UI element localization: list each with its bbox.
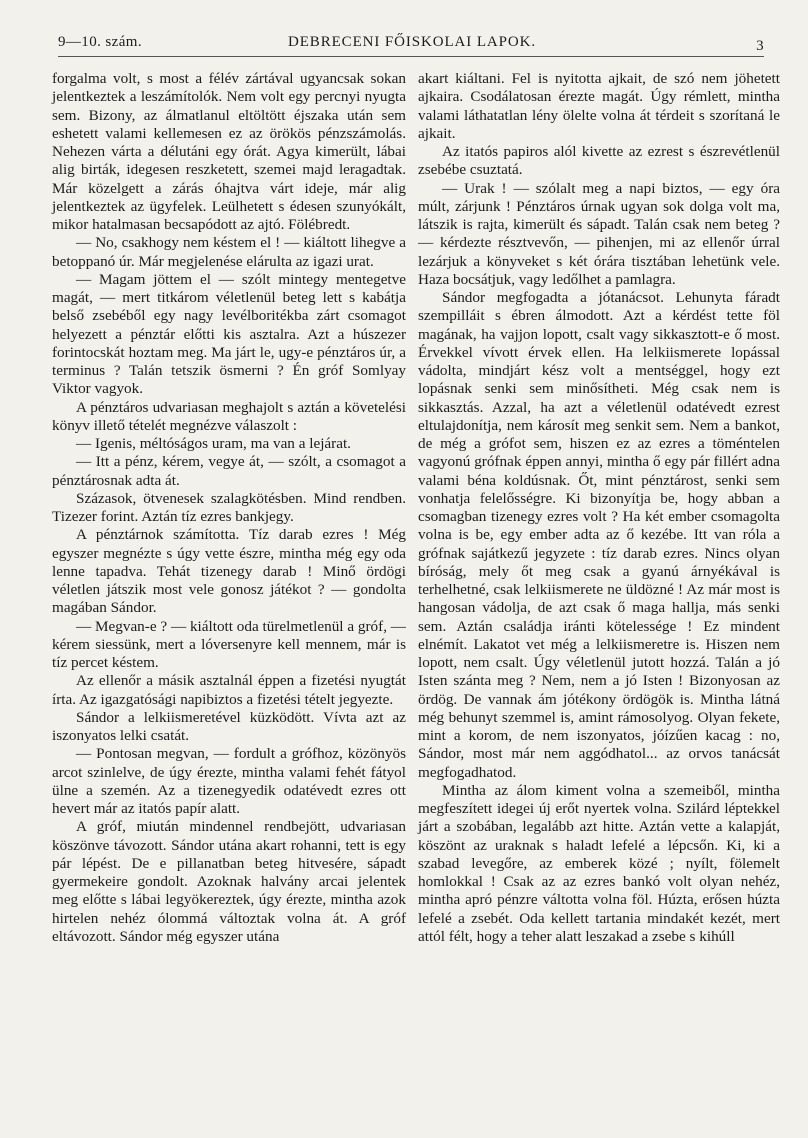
paragraph: — Itt a pénz, kérem, vegye át, — szólt, a csomagot a pénztárosnak adta át. xyxy=(52,453,406,489)
page-number: 3 xyxy=(756,38,764,54)
paragraph: — No, csakhogy nem késtem el ! — kiáltott lihegve a betoppanó úr. Már megjelenése elárulta az igazi urat. xyxy=(52,234,406,270)
paragraph: A pénztárnok számította. Tíz darab ezres ! Még egyszer megnézte s úgy vette észre, mintha még egy oda lenne tapadva. Tehát tizenegy darab ! Minő ördögi véletlen játszik most vele gonosz játékot ? — gondolta magában Sándor. xyxy=(52,526,406,617)
paragraph: — Urak ! — szólalt meg a napi biztos, — egy óra múlt, zárjunk ! Pénztáros úrnak ugyan sok dolga volt ma, látszik is rajta, kimerült és sápadt. Talán csak nem beteg ? — kérdezte résztvevőn, — pihenjen, mi az ellenőr úrral lezárjuk a könyveket s két órára tisztában lehetünk vele. Haza bocsátjuk, vagy ledőlhet a pamlagra. xyxy=(418,179,780,288)
paragraph: forgalma volt, s most a félév zártával ugyancsak sokan jelentkeztek a leszámítolók. Nem volt egy percnyi nyugta sem. Bizony, az álmatlanul eltöltött éjszaka után sem eshetett valami kellemesen ez az örökös pénzszámolás. Nehezen várta a délutáni egy órát. Agya kimerült, lábai alig birták, idegesen reszketett, szemei majd leragadtak. Már közelgett a zárás óhajtva várt ideje, már alig jelentkeztek az ügyfelek. Leülhetett s édesen szunyókált, mikor hatalmasan becsapódott az ajtó. Fölébredt. xyxy=(52,70,406,233)
paragraph: — Megvan-e ? — kiáltott oda türelmetlenül a gróf, — kérem siessünk, mert a lóversenyre kell mennem, már is tíz percet késtem. xyxy=(52,617,406,671)
paragraph: A gróf, miután mindennel rendbejött, udvariasan köszönve távozott. Sándor utána akart rohanni, tett is egy pár lépést. De e pillanatban beteg hitvesére, sápadt gyermekeire gondolt. Azoknak halvány arcai jelentek meg előtte s lábai legyökereztek, úgy érezte, mintha azok hirtelen nehéz ólommá változtak volna át. A gróf eltávozott. Sándor még egyszer utána xyxy=(52,818,406,945)
paragraph: Az ellenőr a másik asztalnál éppen a fizetési nyugtát írta. Az igazgatósági napibiztos a fizetési tételt jegyezte. xyxy=(52,672,406,708)
page-header xyxy=(58,32,764,57)
paragraph: A pénztáros udvariasan meghajolt s aztán a követelési könyv illető tételét megnézve válaszolt : xyxy=(52,398,406,434)
paragraph: — Igenis, méltóságos uram, ma van a lejárat. xyxy=(76,435,351,452)
paragraph: Százasok, ötvenesek szalagkötésben. Mind rendben. Tizezer forint. Aztán tíz ezres bankjegy. xyxy=(52,489,406,525)
paragraph: Mintha az álom kiment volna a szemeiből, mintha megfeszített idegei új erőt nyertek volna. Szilárd léptekkel járt a szobában, legalább azt hitte. Aztán vette a kalapját, köszönt az uraknak s haladt lefelé a lépcsőn. Ki, ki a szabad levegőre, az emberek közé ; nyílt, fölemelt homlokkal ! Csak az az ezres bankó volt olyan nehéz, mintha apró pénzre váltotta volna föl. Húzta, erősen húzta lefelé a zsebét. Oda kellett tartania mindakét kezét, mert attól félt, hogy a teher alatt leszakad a zsebe s kihúll xyxy=(418,781,780,945)
right-column xyxy=(418,70,780,946)
journal-title: DEBRECENI FŐISKOLAI LAPOK. xyxy=(288,34,536,50)
left-column xyxy=(52,70,406,946)
issue-number: 9—10. szám. xyxy=(58,34,142,50)
paragraph: akart kiáltani. Fel is nyitotta ajkait, de szó nem jöhetett ajkaira. Csodálatosan érezte magát. Úgy rémlett, mintha valami láthatatlan lény ölelte volna át térdeit s szorítaná le ajkait. xyxy=(418,70,780,142)
paragraph: Sándor a lelkiismeretével küzködött. Vívta azt az iszonyatos lelki csatát. xyxy=(52,708,406,744)
paragraph: Sándor megfogadta a jótanácsot. Lehunyta fáradt szempilláit s ébren álmodott. Azt a kérdést tette föl magának, ha vajjon lopott, csalt vagy sikkasztott-e ő most. Érvekkel vívott érvek ellen. Ha lelkiismerete lopással vádolta, mindjárt kész volt a mentséggel, hogy ezt lopásnak senki sem minősítheti. Még csak nem is sikkasztás. Azzal, ha azt a véletlenül odatévedt ezrest eltulajdonítja, nem károsít meg senkit sem. Nem a bankot, de még a grófot sem, hiszen ez az ezres a töméntelen vagyonú grófnak éppen annyi, mintha ő egy pár fillért adna valami béna koldúsnak. Őt, mint pénztárost, senki sem vonhatja felelősségre. Ki bizonyítja be, hogy abban a csomagban tizenegy ezres volt ? Ha két ember csomagolta volna is be, egy ember adta az ő kezébe. Itt van róla a grófnak sajátkezű jegyzete : tíz darab ezres. Nincs olyan bíróság, mely őt meg csak a gyanú árnyékával is terhelhetné, csak lelkiismerete ne üldözné ! Az már most is hangosan vádolja, de azt csak ő maga hallja, más senki sem. Aztán családja iránti kötelessége ! Ez mindent elnémít. Lakatot vet még a lelkiismeretre is. Hiszen nem lopott, nem csalt. Úgy véletlenül jutott hozzá. Talán a jó Isten szánta meg ? Nem, nem a jó Isten ! Bizonyosan az ördög. De vannak ám jótékony ördögök is. Mintha látná még behunyt szemmel is, amint rámosolyog. Olyan fekete, mint a korom, de nem iszonyatos, jóízűen kacag : no, Sándor, most már nem aggódhatol... az orvos tanácsát megfogadhatod. xyxy=(418,289,780,781)
paragraph: Az itatós papiros alól kivette az ezrest s észrevétlenül zsebébe csuztatá. xyxy=(418,143,780,179)
paragraph: — Pontosan megvan, — fordult a grófhoz, közönyös arcot szinlelve, de úgy érezte, mintha valami fehét fátyol ülne a szemén. Az a tizenegyedik odatévedt ezres ott hevert már az itatós papír alatt. xyxy=(52,745,406,817)
paragraph: — Magam jöttem el — szólt mintegy mentegetve magát, — mert titkárom véletlenül beteg lett s kabátja belső zsebéből egy nagy levélboritékba zárt csomagot helyezett a pénztár előtti kis asztalra. Azt a húszezer forintocskát hoztam meg. Ma járt le, ugy-e pénztáros úr, a terminus ? Talán tetszik ösmerni ? Én gróf Somlyay Viktor vagyok. xyxy=(52,270,406,398)
